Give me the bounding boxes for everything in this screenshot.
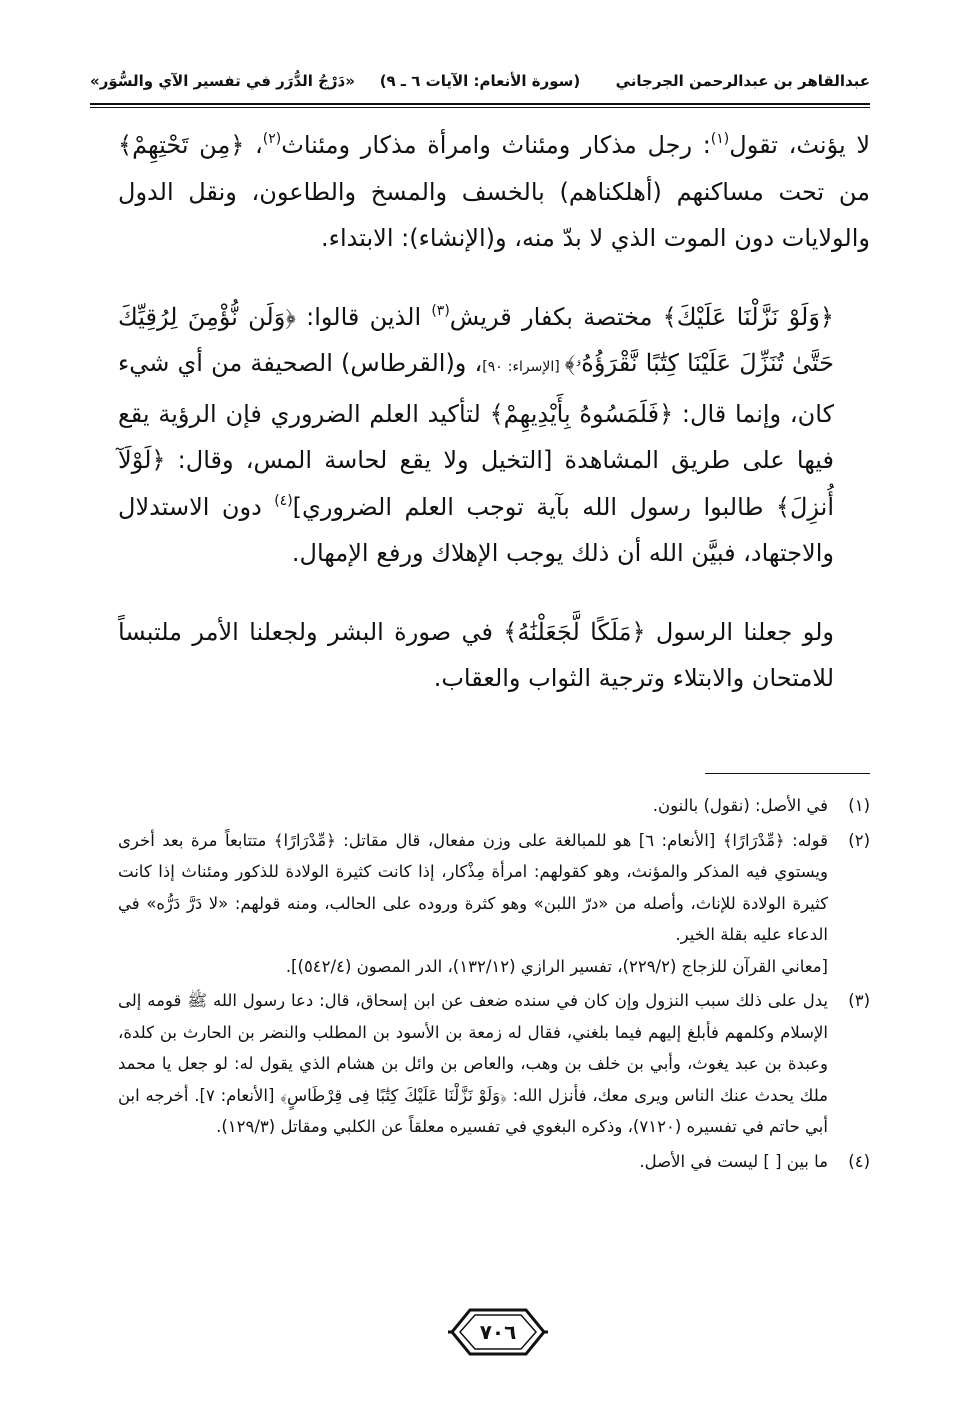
text: ، xyxy=(244,131,263,159)
page-number: ٧٠٦ xyxy=(479,1320,517,1344)
text: لتأكيد العلم الضروري فإن الرؤية يقع فيها على طريق المشاهدة [التخيل ولا يقع لحاسة المس، وقال: xyxy=(118,399,834,474)
header-section: (سورة الأنعام: الآيات ٦ ـ ٩) xyxy=(379,72,581,90)
footnote-number: (١) xyxy=(848,796,870,815)
footnotes xyxy=(118,790,870,1180)
paragraph-3 xyxy=(118,609,870,702)
footnote-item xyxy=(118,790,870,822)
running-header xyxy=(90,66,870,106)
footnote-item xyxy=(118,825,870,983)
footnote-text: قوله: ﴿مِّدْرَارًا﴾ [الأنعام: ٦] هو للمبالغة على وزن مفعال، قال مقاتل: ﴿مِّدْرَارًا﴾ متتابعاً مرة بعد أخرى ويستوي فيه المذكر والمؤنث، وهو كقولهم: امرأة مِذْكار، إذا كانت كثيرة الولادة للذكور ومئناث إذا كانت كثيرة الولادة للإناث، وأصله من «درّ اللبن» وهو كثرة وروده على الحالب، ومنه قولهم: «لا دَرَّ دَرُّه» في الدعاء عليه بقلة الخير. xyxy=(118,830,828,944)
footnote-marker: (٤) xyxy=(274,492,293,509)
text: طالبوا رسول الله بآية توجب العلم الضروري] xyxy=(292,492,776,521)
quran-quote: ﴿وَلَن نُّؤْمِنَ لِرُقِيِّكَ حَتَّىٰ تُنَزِّلَ عَلَيْنَا كِتَٰبًا نَّقْرَؤُهُۥ﴾ xyxy=(118,302,834,377)
page-number-emblem xyxy=(448,1306,548,1358)
text: ولو جعلنا الرسول xyxy=(645,617,834,646)
footnote-item xyxy=(118,1146,870,1178)
footnote-citation: [معاني القرآن للزجاج (٢٢٩/٢)، تفسير الرازي (١٣٢/١٢)، الدر المصون (٥٤٢/٤)]. xyxy=(285,956,828,976)
header-book-title: «دَرْجُ الدُّرَر في تفسير الآي والسُّوَر» xyxy=(90,72,355,90)
quran-quote: ﴿فَلَمَسُوهُ بِأَيْدِيهِمْ﴾ xyxy=(489,399,674,428)
quran-quote: ﴿مَلَكًا لَّجَعَلْنَٰهُ﴾ xyxy=(503,617,646,646)
main-text xyxy=(118,122,870,734)
paragraph-1 xyxy=(118,122,870,262)
footnote-marker: (٢) xyxy=(262,131,282,147)
text: لا يؤنث، تقول xyxy=(729,131,871,159)
footnote-text: ما بين [ ] ليست في الأصل. xyxy=(639,1151,828,1171)
header-rule xyxy=(90,103,870,105)
footnote-text: في الأصل: (نقول) بالنون. xyxy=(652,796,828,815)
text: الذين قالوا: xyxy=(295,302,432,331)
footnote-number: (٣) xyxy=(848,991,870,1010)
text: مختصة بكفار قريش xyxy=(449,302,663,331)
text: من تحت مساكنهم (أهلكناهم) بالخسف والمسخ والطاعون، ونقل الدول والولايات دون الموت الذي لا بدّ منه، و(الإنشاء): الابتداء. xyxy=(118,177,870,252)
quran-quote: ﴿لَوْلَآ أُنزِلَ﴾ xyxy=(118,446,835,521)
header-rule-thin xyxy=(90,107,870,108)
text: في صورة البشر ولجعلنا الأمر ملتبساً للامتحان والابتلاء وترجية الثواب والعقاب. xyxy=(118,617,834,692)
footnote-number: (٤) xyxy=(848,1151,870,1171)
footnote-marker: (٣) xyxy=(431,302,450,319)
footnote-item xyxy=(118,985,870,1143)
text: ، و(القرطاس) الصحيفة من أي شيء كان، وإنما قال: xyxy=(118,349,835,428)
quran-quote: ﴿وَلَوْ نَزَّلْنَا عَلَيْكَ﴾ xyxy=(662,302,834,331)
quran-quote: ﴿مِن تَحْتِهِمْ﴾ xyxy=(118,131,245,159)
text: دون الاستدلال والاجتهاد، فبيَّن الله أن ذلك يوجب الإهلاك ورفع الإمهال. xyxy=(118,492,834,567)
footnote-separator xyxy=(705,773,870,774)
footnote-text: يدل على ذلك سبب النزول وإن كان في سنده ضعف عن ابن إسحاق، قال: دعا رسول الله ﷺ قومه إلى الإسلام وكلمهم فأبلغ إليهم فيما بلغني، فقال له زمعة بن الأسود بن المطلب والنضر بن الحارث بن كلدة، وعبدة بن عبد يغوث، وأبي بن خلف بن وهب، والعاص بن وائل بن هشام الذي يقول له: لو جعل يا محمد ملك يحدث عنك الناس ويرى معك، فأنزل الله: ﴿وَلَوْ نَزَّلْنَا عَلَيْكَ كِتَٰبًا فِى قِرْطَاسٍ﴾ [الأنعام: ٧]. أخرجه ابن أبي حاتم في تفسيره (٧١٢٠)، وذكره البغوي في تفسيره معلقاً عن الكلبي ومقاتل (١٢٩/٣). xyxy=(118,991,829,1136)
footnote-marker: (١) xyxy=(710,131,730,147)
footnote-number: (٢) xyxy=(848,830,870,850)
verse-reference: [الإسراء: ٩٠] xyxy=(482,359,565,375)
text: : رجل مذكار ومئناث وامرأة مذكار ومئناث xyxy=(281,131,711,159)
paragraph-2 xyxy=(118,294,870,577)
header-author: عبدالقاهر بن عبدالرحمن الجرجاني xyxy=(615,72,870,90)
